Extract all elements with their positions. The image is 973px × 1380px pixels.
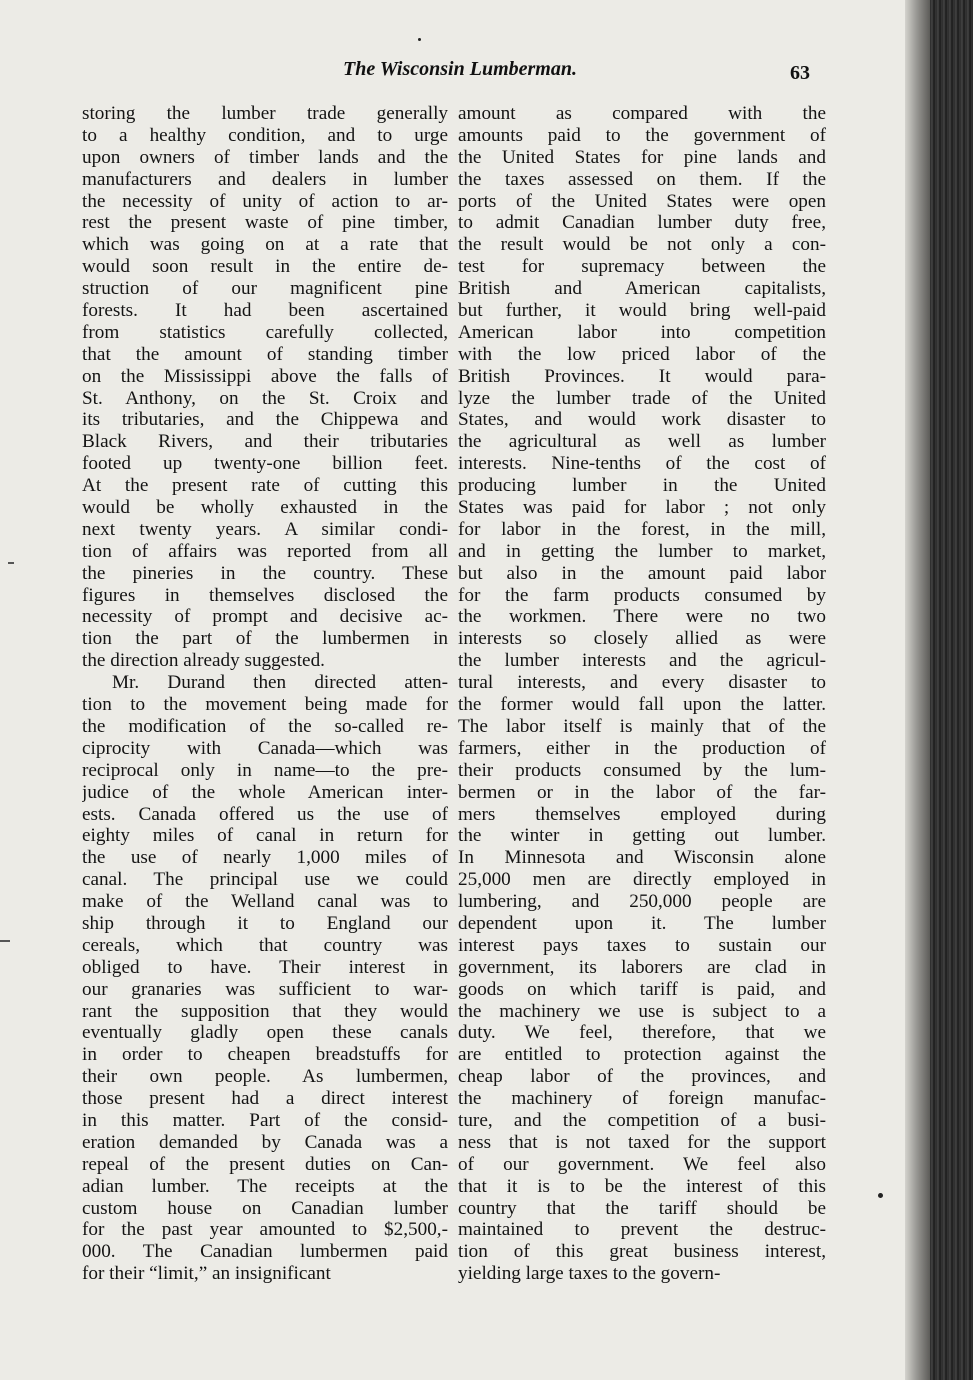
- text-line: lumbering, and 250,000 people are: [458, 891, 826, 913]
- text-line: interest pays taxes to sustain our: [458, 934, 826, 956]
- text-line: for the farm products consumed by: [458, 584, 826, 606]
- text-line: the pineries in the country. These: [82, 562, 448, 584]
- text-line: necessity of prompt and decisive ac-: [82, 606, 448, 628]
- text-line: At the present rate of cutting this: [82, 475, 448, 497]
- text-line: duty. We feel, therefore, that we: [458, 1022, 826, 1044]
- text-line: with the low priced labor of the: [458, 343, 826, 365]
- right-text-column: [458, 103, 826, 1285]
- text-line: for labor in the forest, in the mill,: [458, 518, 826, 540]
- text-line: the lumber interests and the agricul-: [458, 650, 826, 672]
- text-line: those present had a direct interest: [82, 1088, 448, 1110]
- text-line: in this matter. Part of the consid-: [82, 1109, 448, 1131]
- text-line: of our government. We feel also: [458, 1153, 826, 1175]
- text-line: producing lumber in the United: [458, 475, 826, 497]
- text-line: cereals, which that country was: [82, 934, 448, 956]
- text-line: rest the present waste of pine timber,: [82, 212, 448, 234]
- page-binding-shadow: [905, 0, 930, 1380]
- text-line: country that the tariff should be: [458, 1197, 826, 1219]
- top-speck: [418, 38, 421, 41]
- margin-mark-left-lower: [0, 940, 10, 942]
- text-line: Black Rivers, and their tributaries: [82, 431, 448, 453]
- text-line: make of the Welland canal was to: [82, 891, 448, 913]
- text-line: St. Anthony, on the St. Croix and: [82, 387, 448, 409]
- text-line: American labor into competition: [458, 321, 826, 343]
- text-line: the modification of the so-called re-: [82, 715, 448, 737]
- text-line: amounts paid to the government of: [458, 124, 826, 146]
- text-line: our granaries was sufficient to war-: [82, 978, 448, 1000]
- text-line: manufacturers and dealers in lumber: [82, 168, 448, 190]
- text-line: farmers, either in the production of: [458, 737, 826, 759]
- text-line: would be wholly exhausted in the: [82, 497, 448, 519]
- text-line: would soon result in the entire de-: [82, 256, 448, 278]
- text-line: their products consumed by the lum-: [458, 759, 826, 781]
- text-line: the machinery of foreign manufac-: [458, 1088, 826, 1110]
- text-line: footed up twenty-one billion feet.: [82, 453, 448, 475]
- text-line: dependent upon it. The lumber: [458, 912, 826, 934]
- text-line: goods on which tariff is paid, and: [458, 978, 826, 1000]
- text-line: ports of the United States were open: [458, 190, 826, 212]
- text-line: next twenty years. A similar condi-: [82, 518, 448, 540]
- text-line: government, its laborers are clad in: [458, 956, 826, 978]
- text-line: on the Mississippi above the falls of: [82, 365, 448, 387]
- text-line: test for supremacy between the: [458, 256, 826, 278]
- text-line: to admit Canadian lumber duty free,: [458, 212, 826, 234]
- text-line: struction of our magnificent pine: [82, 278, 448, 300]
- text-line: repeal of the present duties on Can-: [82, 1153, 448, 1175]
- text-line: maintained to prevent the destruc-: [458, 1219, 826, 1241]
- text-line: but also in the amount paid labor: [458, 562, 826, 584]
- text-line: interests. Nine-tenths of the cost of: [458, 453, 826, 475]
- text-line: which was going on at a rate that: [82, 234, 448, 256]
- text-line: British Provinces. It would para-: [458, 365, 826, 387]
- text-line: 25,000 men are directly employed in: [458, 869, 826, 891]
- text-line: their own people. As lumbermen,: [82, 1066, 448, 1088]
- text-line: reciprocal only in name—to the pre-: [82, 759, 448, 781]
- text-line: to a healthy condition, and to urge: [82, 124, 448, 146]
- text-line: that it is to be the interest of this: [458, 1175, 826, 1197]
- text-line: storing the lumber trade generally: [82, 103, 448, 124]
- text-line: the former would fall upon the latter.: [458, 694, 826, 716]
- text-line: ship through it to England our: [82, 912, 448, 934]
- text-line: British and American capitalists,: [458, 278, 826, 300]
- text-line: figures in themselves disclosed the: [82, 584, 448, 606]
- text-line: ness that is not taxed for the support: [458, 1131, 826, 1153]
- text-line: for their “limit,” an insignificant: [82, 1263, 331, 1285]
- text-line: eration demanded by Canada was a: [82, 1131, 448, 1153]
- text-line: are entitled to protection against the: [458, 1044, 826, 1066]
- page-number: 63: [790, 62, 810, 84]
- text-line: ciprocity with Canada—which was: [82, 737, 448, 759]
- text-line: from statistics carefully collected,: [82, 321, 448, 343]
- text-line: the necessity of unity of action to ar-: [82, 190, 448, 212]
- text-line: tural interests, and every disaster to: [458, 672, 826, 694]
- text-line: The labor itself is mainly that of the: [458, 715, 826, 737]
- text-line: and in getting the lumber to market,: [458, 540, 826, 562]
- text-line: for the past year amounted to $2,500,-: [82, 1219, 448, 1241]
- margin-mark-left: [8, 562, 14, 564]
- text-line: States was paid for labor ; not only: [458, 497, 826, 519]
- text-line: the winter in getting out lumber.: [458, 825, 826, 847]
- text-line: 000. The Canadian lumbermen paid: [82, 1241, 448, 1263]
- text-line: tion to the movement being made for: [82, 694, 448, 716]
- text-line: interests so closely allied as were: [458, 628, 826, 650]
- text-line: judice of the whole American inter-: [82, 781, 448, 803]
- text-line: the result would be not only a con-: [458, 234, 826, 256]
- text-line: yielding large taxes to the govern-: [458, 1263, 721, 1285]
- text-line: tion of this great business interest,: [458, 1241, 826, 1263]
- text-line: tion the part of the lumbermen in: [82, 628, 448, 650]
- text-line: the machinery we use is subject to a: [458, 1000, 826, 1022]
- book-edge-strip: [930, 0, 973, 1380]
- text-line: States, and would work disaster to: [458, 409, 826, 431]
- text-line: tion of affairs was reported from all: [82, 540, 448, 562]
- text-line: the United States for pine lands and: [458, 146, 826, 168]
- text-line: In Minnesota and Wisconsin alone: [458, 847, 826, 869]
- text-line: rant the supposition that they would: [82, 1000, 448, 1022]
- text-line: eighty miles of canal in return for: [82, 825, 448, 847]
- text-line: the workmen. There were no two: [458, 606, 826, 628]
- text-line: bermen or in the labor of the far-: [458, 781, 826, 803]
- text-line: the use of nearly 1,000 miles of: [82, 847, 448, 869]
- text-line: forests. It had been ascertained: [82, 300, 448, 322]
- text-line: mers themselves employed during: [458, 803, 826, 825]
- text-line: lyze the lumber trade of the United: [458, 387, 826, 409]
- text-line: upon owners of timber lands and the: [82, 146, 448, 168]
- text-line: canal. The principal use we could: [82, 869, 448, 891]
- text-line: Mr. Durand then directed atten-: [112, 672, 448, 694]
- text-line: ests. Canada offered us the use of: [82, 803, 448, 825]
- text-line: ture, and the competition of a busi-: [458, 1109, 826, 1131]
- text-line: eventually gladly open these canals: [82, 1022, 448, 1044]
- text-line: cheap labor of the provinces, and: [458, 1066, 826, 1088]
- text-line: in order to cheapen breadstuffs for: [82, 1044, 448, 1066]
- text-line: its tributaries, and the Chippewa and: [82, 409, 448, 431]
- margin-dot-right: [878, 1193, 883, 1198]
- text-line: obliged to have. Their interest in: [82, 956, 448, 978]
- text-line: that the amount of standing timber: [82, 343, 448, 365]
- text-line: the direction already suggested.: [82, 650, 325, 672]
- text-line: adian lumber. The receipts at the: [82, 1175, 448, 1197]
- text-line: but further, it would bring well-paid: [458, 300, 826, 322]
- text-line: the taxes assessed on them. If the: [458, 168, 826, 190]
- text-line: amount as compared with the: [458, 103, 826, 124]
- left-text-column: [82, 103, 448, 1285]
- text-line: custom house on Canadian lumber: [82, 1197, 448, 1219]
- text-line: the agricultural as well as lumber: [458, 431, 826, 453]
- running-header-title: The Wisconsin Lumberman.: [343, 58, 577, 80]
